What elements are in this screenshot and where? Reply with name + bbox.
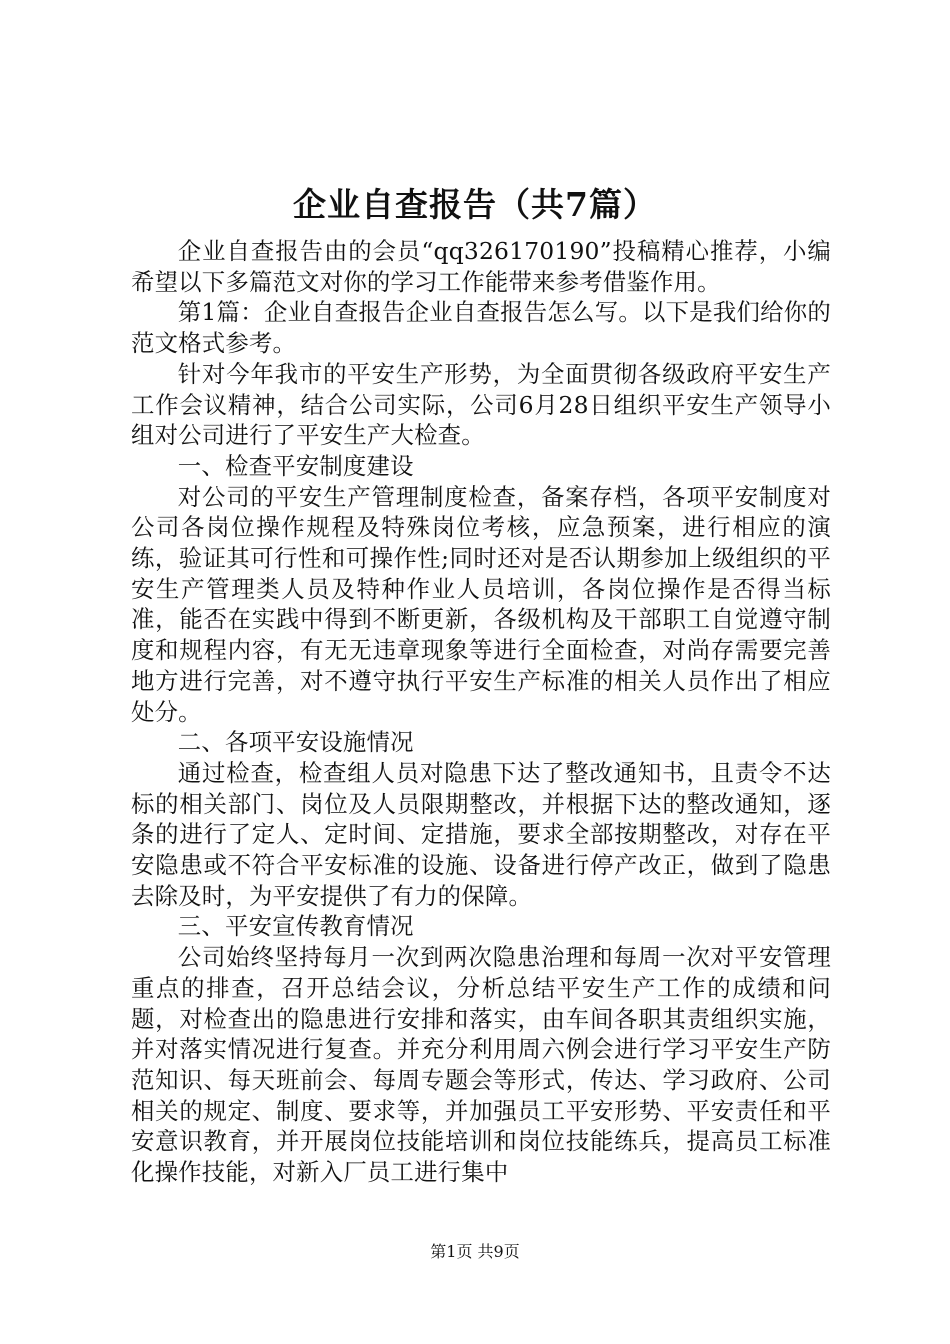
section-heading-3: 三、平安宣传教育情况: [177, 912, 414, 941]
section-heading-1: 一、检查平安制度建设: [177, 451, 414, 480]
paragraph-chapter-1: 第1篇：企业自查报告企业自查报告怎么写。以下是我们给你的范文格式参考。: [131, 298, 831, 358]
document-body: [131, 236, 831, 1188]
page-number-footer: 第1页 共9页: [430, 1242, 520, 1261]
paragraph-background: 针对今年我市的平安生产形势，为全面贯彻各级政府平安生产工作会议精神，结合公司实际，公司6月28日组织平安生产领导小组对公司进行了平安生产大检查。: [131, 359, 831, 450]
section-heading-2: 二、各项平安设施情况: [177, 728, 414, 757]
paragraph-section-2: 通过检查，检查组人员对隐患下达了整改通知书，且责令不达标的相关部门、岗位及人员限期整改，并根据下达的整改通知，逐条的进行了定人、定时间、定措施，要求全部按期整改，对存在平安隐患或不符合平安标准的设施、设备进行停产改正，做到了隐患去除及时，为平安提供了有力的保障。: [131, 758, 831, 910]
paragraph-intro: 企业自查报告由的会员“qq326170190”投稿精心推荐，小编希望以下多篇范文对你的学习工作能带来参考借鉴作用。: [131, 237, 831, 296]
paragraph-section-3: 公司始终坚持每月一次到两次隐患治理和每周一次对平安管理重点的排查，召开总结会议，分析总结平安生产工作的成绩和问题，对检查出的隐患进行安排和落实，由车间各职其责组织实施，并对落实情况进行复查。并充分利用周六例会进行学习平安生产防范知识、每天班前会、每周专题会等形式，传达、学习政府、公司相关的规定、制度、要求等，并加强员工平安形势、平安责任和平安意识教育，并开展岗位技能培训和岗位技能练兵，提高员工标准化操作技能，对新入厂员工进行集中: [131, 943, 831, 1187]
document-title: 企业自查报告（共7篇）: [293, 185, 657, 224]
paragraph-section-1: 对公司的平安生产管理制度检查，备案存档，各项平安制度对公司各岗位操作规程及特殊岗位考核，应急预案，进行相应的演练，验证其可行性和可操作性;同时还对是否认期参加上级组织的平安生产管理类人员及特种作业人员培训，各岗位操作是否得当标准，能否在实践中得到不断更新，各级机构及干部职工自觉遵守制度和规程内容，有无无违章现象等进行全面检查，对尚存需要完善地方进行完善，对不遵守执行平安生产标准的相关人员作出了相应处分。: [131, 482, 831, 726]
